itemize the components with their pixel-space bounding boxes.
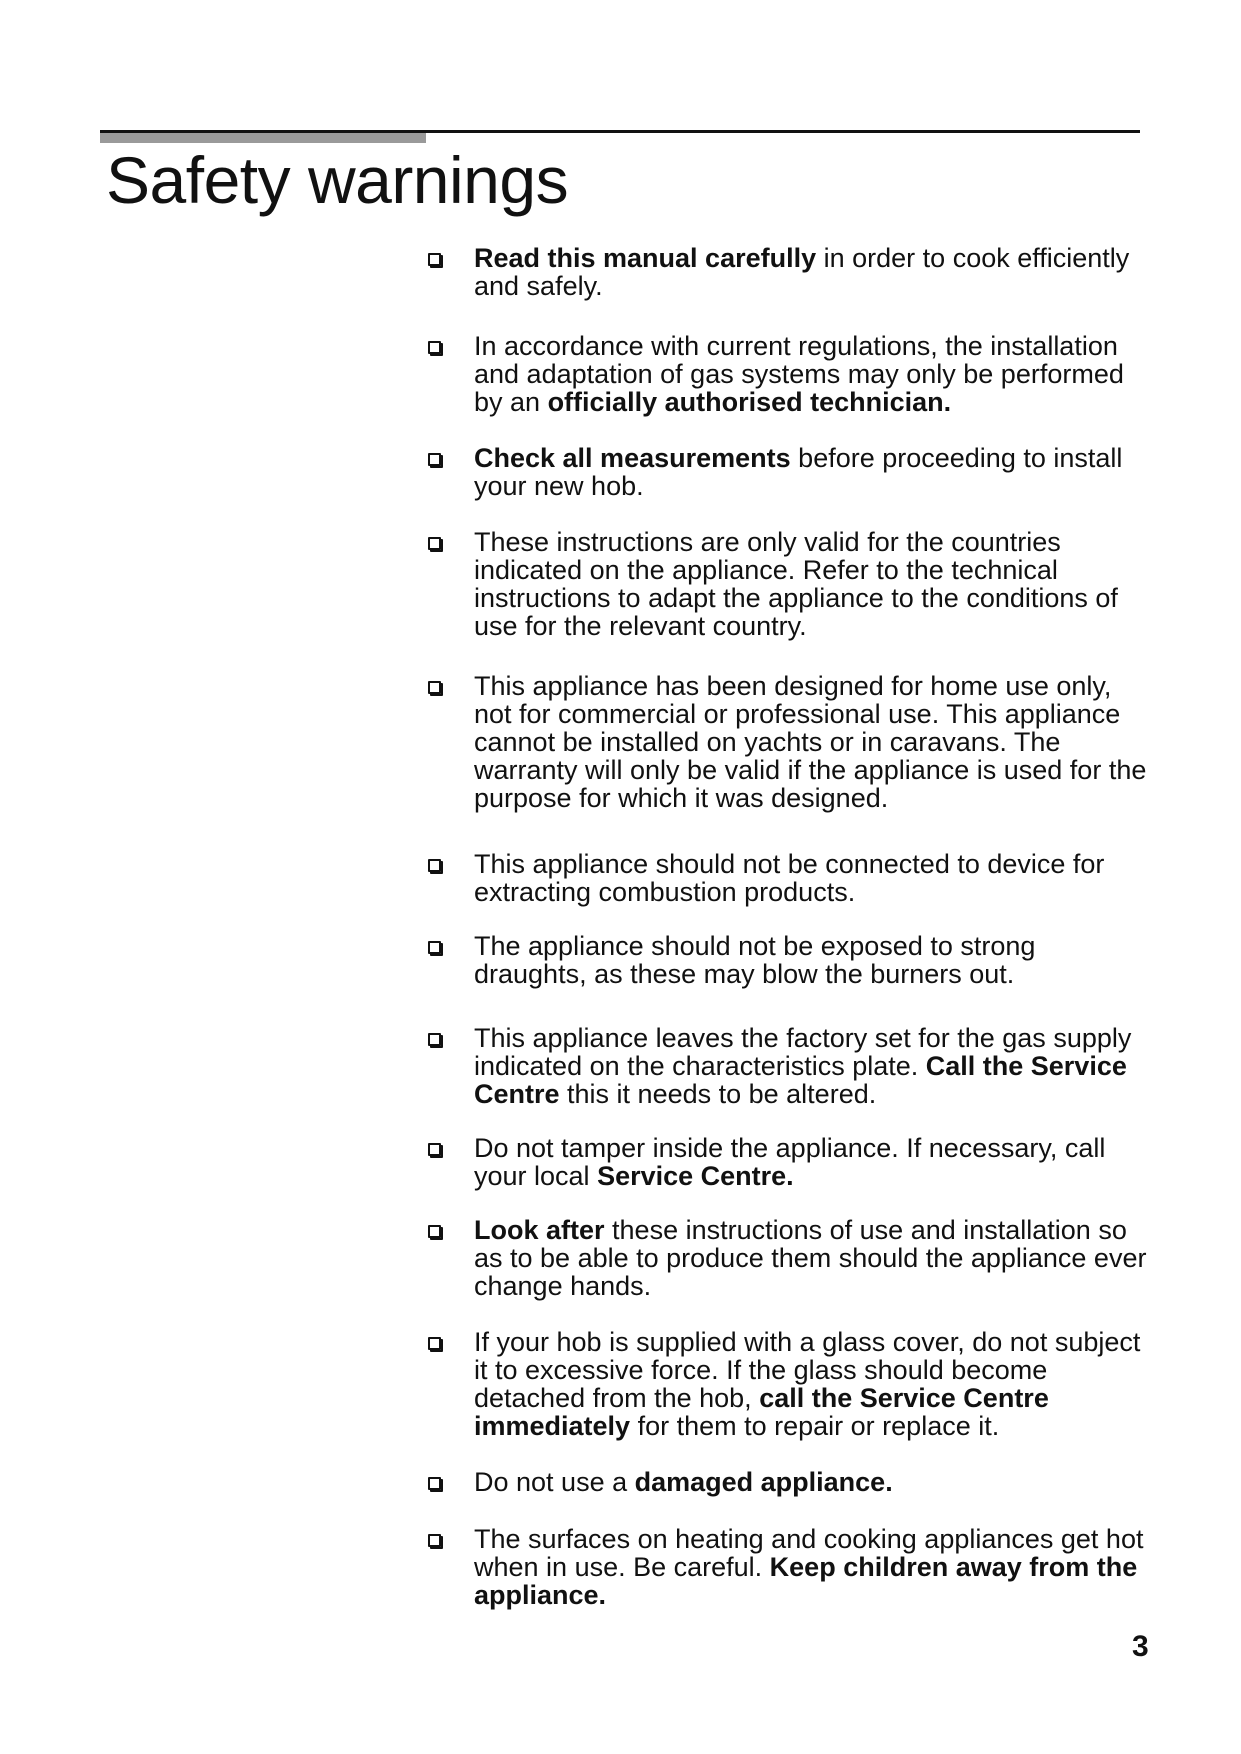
checkbox-bullet-icon (428, 1534, 441, 1547)
warning-text: Read this manual carefully in order to cook efficiently and safely. (474, 243, 1130, 301)
checkbox-bullet-icon (428, 941, 441, 954)
warning-item-draughts (428, 932, 1154, 988)
warning-text: This appliance has been designed for home use only, not for commercial or professional use. This appliance cannot be installed on yachts or in caravans. The warranty will only be valid if the appliance is used for the purpose for which it was designed. (474, 671, 1147, 813)
warning-item-hot-surfaces (428, 1525, 1154, 1609)
warning-item-check-measurements (428, 444, 1154, 500)
checkbox-bullet-icon (428, 1477, 441, 1490)
warning-item-gas-supply (428, 1024, 1154, 1108)
warning-text: This appliance leaves the factory set for the gas supply indicated on the characteristics plate. Call the Service Centre this it needs to be altered. (474, 1023, 1132, 1109)
warning-text: Look after these instructions of use and installation so as to be able to produce them should the appliance ever change hands. (474, 1215, 1147, 1301)
warning-text: These instructions are only valid for the countries indicated on the appliance. Refer to the technical instructions to adapt the appliance to the conditions of use for the relevant country. (474, 527, 1118, 641)
checkbox-bullet-icon (428, 253, 441, 266)
warning-text: This appliance should not be connected to device for extracting combustion products. (474, 849, 1105, 907)
warning-text: In accordance with current regulations, the installation and adaptation of gas systems may only be performed by an officially authorised technician. (474, 331, 1124, 417)
checkbox-bullet-icon (428, 1337, 441, 1350)
page-number: 3 (1132, 1630, 1149, 1663)
warning-text: Do not use a damaged appliance. (474, 1467, 893, 1497)
warning-item-combustion (428, 850, 1154, 906)
checkbox-bullet-icon (428, 453, 441, 466)
warning-text: The surfaces on heating and cooking appliances get hot when in use. Be careful. Keep children away from the appliance. (474, 1524, 1144, 1610)
warning-item-read-manual (428, 244, 1154, 300)
warning-text: Do not tamper inside the appliance. If necessary, call your local Service Centre. (474, 1133, 1106, 1191)
checkbox-bullet-icon (428, 1143, 441, 1156)
warning-item-home-use (428, 672, 1154, 812)
warning-item-do-not-tamper (428, 1134, 1154, 1190)
checkbox-bullet-icon (428, 1033, 441, 1046)
warning-item-glass-cover (428, 1328, 1154, 1440)
checkbox-bullet-icon (428, 537, 441, 550)
warning-text: If your hob is supplied with a glass cover, do not subject it to excessive force. If the glass should become detached from the hob, call the Service Centre immediately for them to repair or replace it. (474, 1327, 1141, 1441)
checkbox-bullet-icon (428, 1225, 441, 1238)
checkbox-bullet-icon (428, 341, 441, 354)
checkbox-bullet-icon (428, 859, 441, 872)
page-title: Safety warnings (106, 143, 569, 217)
checkbox-bullet-icon (428, 681, 441, 694)
warning-item-authorised-technician (428, 332, 1154, 416)
warning-item-look-after (428, 1216, 1154, 1300)
warning-text: The appliance should not be exposed to strong draughts, as these may blow the burners out. (474, 931, 1036, 989)
warning-item-damaged-appliance (428, 1468, 1154, 1496)
warning-item-countries (428, 528, 1154, 640)
warning-text: Check all measurements before proceeding to install your new hob. (474, 443, 1123, 501)
